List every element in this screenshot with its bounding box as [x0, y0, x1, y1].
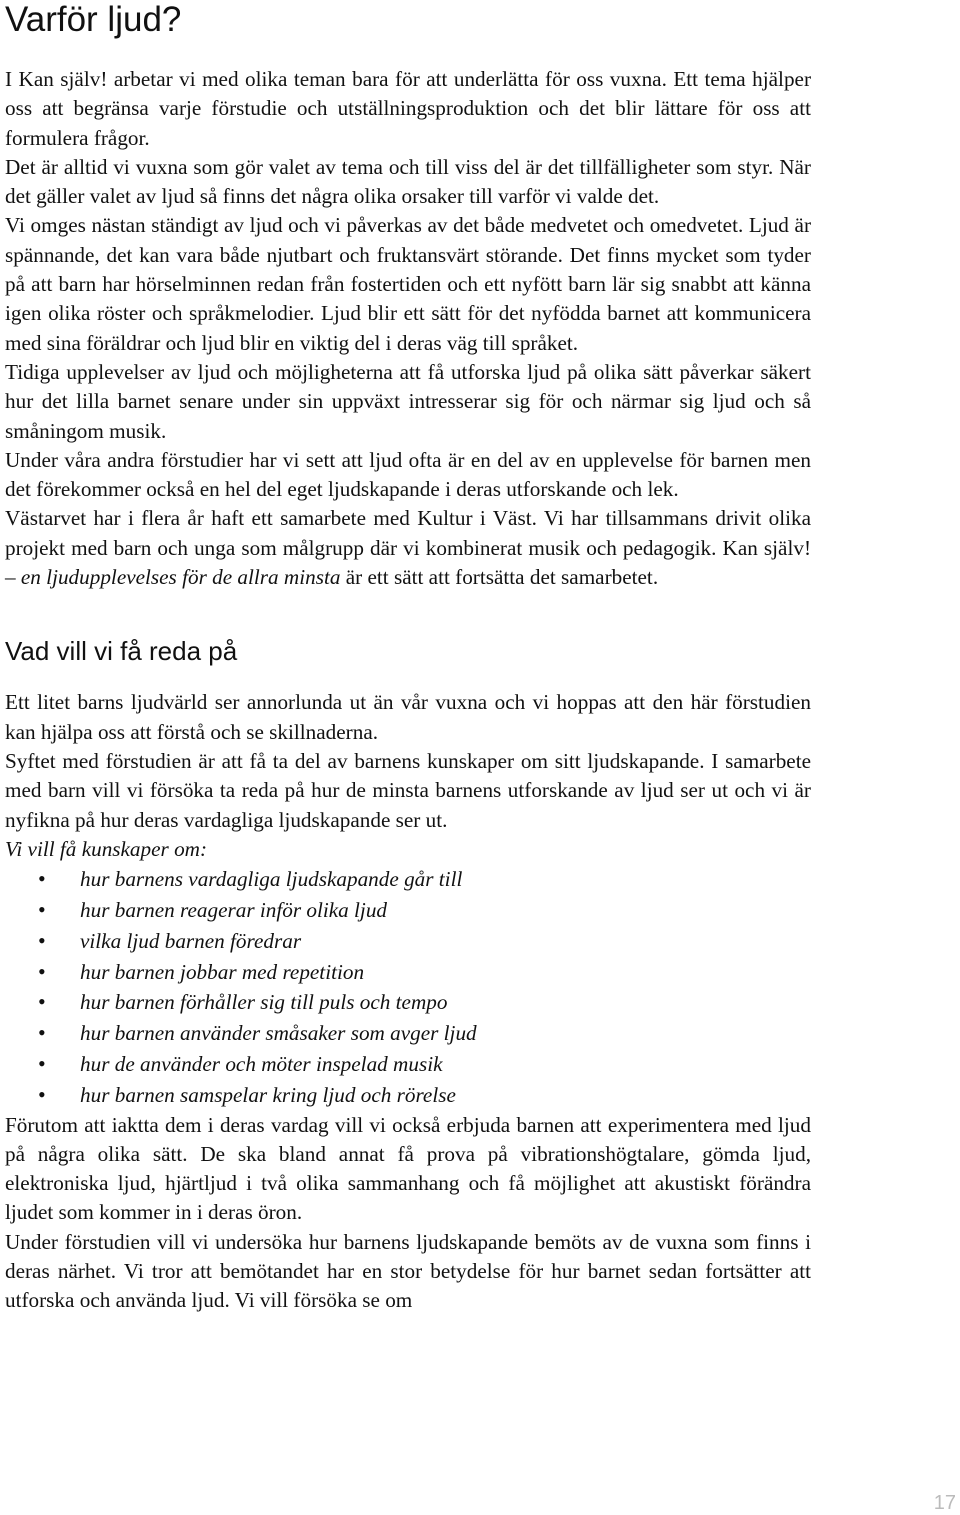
list-item: • hur barnen samspelar kring ljud och rörelse — [5, 1080, 811, 1111]
bullet-icon: • — [38, 1020, 46, 1046]
list-intro: Vi vill få kunskaper om: — [5, 836, 208, 861]
list-item: • hur de använder och möter inspelad musik — [5, 1049, 811, 1080]
list-item: • hur barnen använder småsaker som avger ljud — [5, 1018, 811, 1049]
paragraph: Ett litet barns ljudvärld ser annorlunda ut än vår vuxna och vi hoppas att den här förstudien kan hjälpa oss att förstå och se skillnaderna. — [5, 690, 811, 744]
bullet-icon: • — [38, 927, 46, 953]
bullet-list — [5, 864, 811, 1110]
paragraph: I Kan själv! arbetar vi med olika teman bara för att underlätta för oss vuxna. Ett tema hjälper oss att begränsa varje förstudie och utställningsproduktion och det blir lättare för oss att formulera frågor. — [5, 67, 811, 150]
bullet-icon: • — [38, 866, 46, 892]
heading-vad-vill-vi-fa-reda-pa: Vad vill vi få reda på — [5, 636, 238, 667]
paragraph-text: är ett sätt att fortsätta det samarbetet. — [340, 565, 659, 590]
paragraph: Det är alltid vi vuxna som gör valet av tema och till viss del är det tillfälligheter som styr. När det gäller valet av ljud så finns det några olika orsaker till varför vi valde det. — [5, 154, 811, 209]
list-item: • hur barnen förhåller sig till puls och tempo — [5, 987, 811, 1018]
document-page — [5, 0, 811, 1316]
list-item: • hur barnen reagerar inför olika ljud — [5, 895, 811, 926]
paragraph — [5, 504, 811, 592]
paragraph-text: Västarvet har i flera år haft ett samarbete med Kultur i Väst. Vi har tillsammans drivit olika projekt med barn och unga som målgrupp där vi kombinerat musik och pedagogik. Kan själv! — [5, 506, 811, 560]
bullet-icon: • — [38, 958, 46, 984]
paragraph: Vi omges nästan ständigt av ljud och vi påverkas av det både medvetet och omedvetet. Ljud är spännande, det kan vara både njutbart och fruktansvärt störande. Det finns mycket som tyder på att barn har hörselminnen redan från fostertiden och ett nyfött barn lär sig snabbt att känna igen olika röster och språkmelodier. Ljud blir ett sätt för det nyfödda barnet att kommunicera med sina föräldrar och ljud blir en viktig del i deras väg till språket. — [5, 213, 811, 355]
page-number: 17 — [933, 1492, 956, 1514]
list-item: • hur barnens vardagliga ljudskapande går till — [5, 864, 811, 895]
paragraph: Förutom att iaktta dem i deras vardag vill vi också erbjuda barnen att experimentera med ljud på några olika sätt. De ska bland annat få prova på vibrationshögtalare, gömda ljud, elektroniska ljud, hjärtljud i två olika sammanhang och få möjlighet att akustiskt förändra ljudet som kommer in i deras öron. — [5, 1112, 811, 1225]
list-item: • vilka ljud barnen föredrar — [5, 926, 811, 957]
paragraph: Tidiga upplevelser av ljud och möjligheterna att få utforska ljud på olika sätt påverkar säkert hur det lilla barnet senare under sin uppväxt intresserar sig för och närmar sig ljud och så småningom musik. — [5, 359, 811, 443]
paragraph: Under våra andra förstudier har vi sett att ljud ofta är en del av en upplevelse för barnen men det förekommer också en hel del eget ljudskapande i deras utforskande och lek. — [5, 447, 811, 502]
list-item: • hur barnen jobbar med repetition — [5, 957, 811, 988]
bullet-icon: • — [38, 1081, 46, 1107]
bullet-icon: • — [38, 896, 46, 922]
heading-varfor-ljud: Varför ljud? — [5, 0, 182, 39]
paragraph: Syftet med förstudien är att få ta del av barnens kunskaper om sitt ljudskapande. I samarbete med barn vill vi försöka ta reda på hur de minsta barnens utforskande av ljud ser ut och vi är nyfikna på hur deras vardagliga ljudskapande ser ut. — [5, 748, 811, 832]
bullet-icon: • — [38, 1050, 46, 1076]
paragraph: Under förstudien vill vi undersöka hur barnens ljudskapande bemöts av de vuxna som finns i deras närhet. Vi tror att bemötandet har en stor betydelse för hur barnet sedan fortsätter att utforska och använda ljud. Vi vill försöka se om — [5, 1229, 811, 1313]
bullet-icon: • — [38, 989, 46, 1015]
italic-title: – en ljudupplevelses för de allra minsta — [5, 565, 341, 590]
